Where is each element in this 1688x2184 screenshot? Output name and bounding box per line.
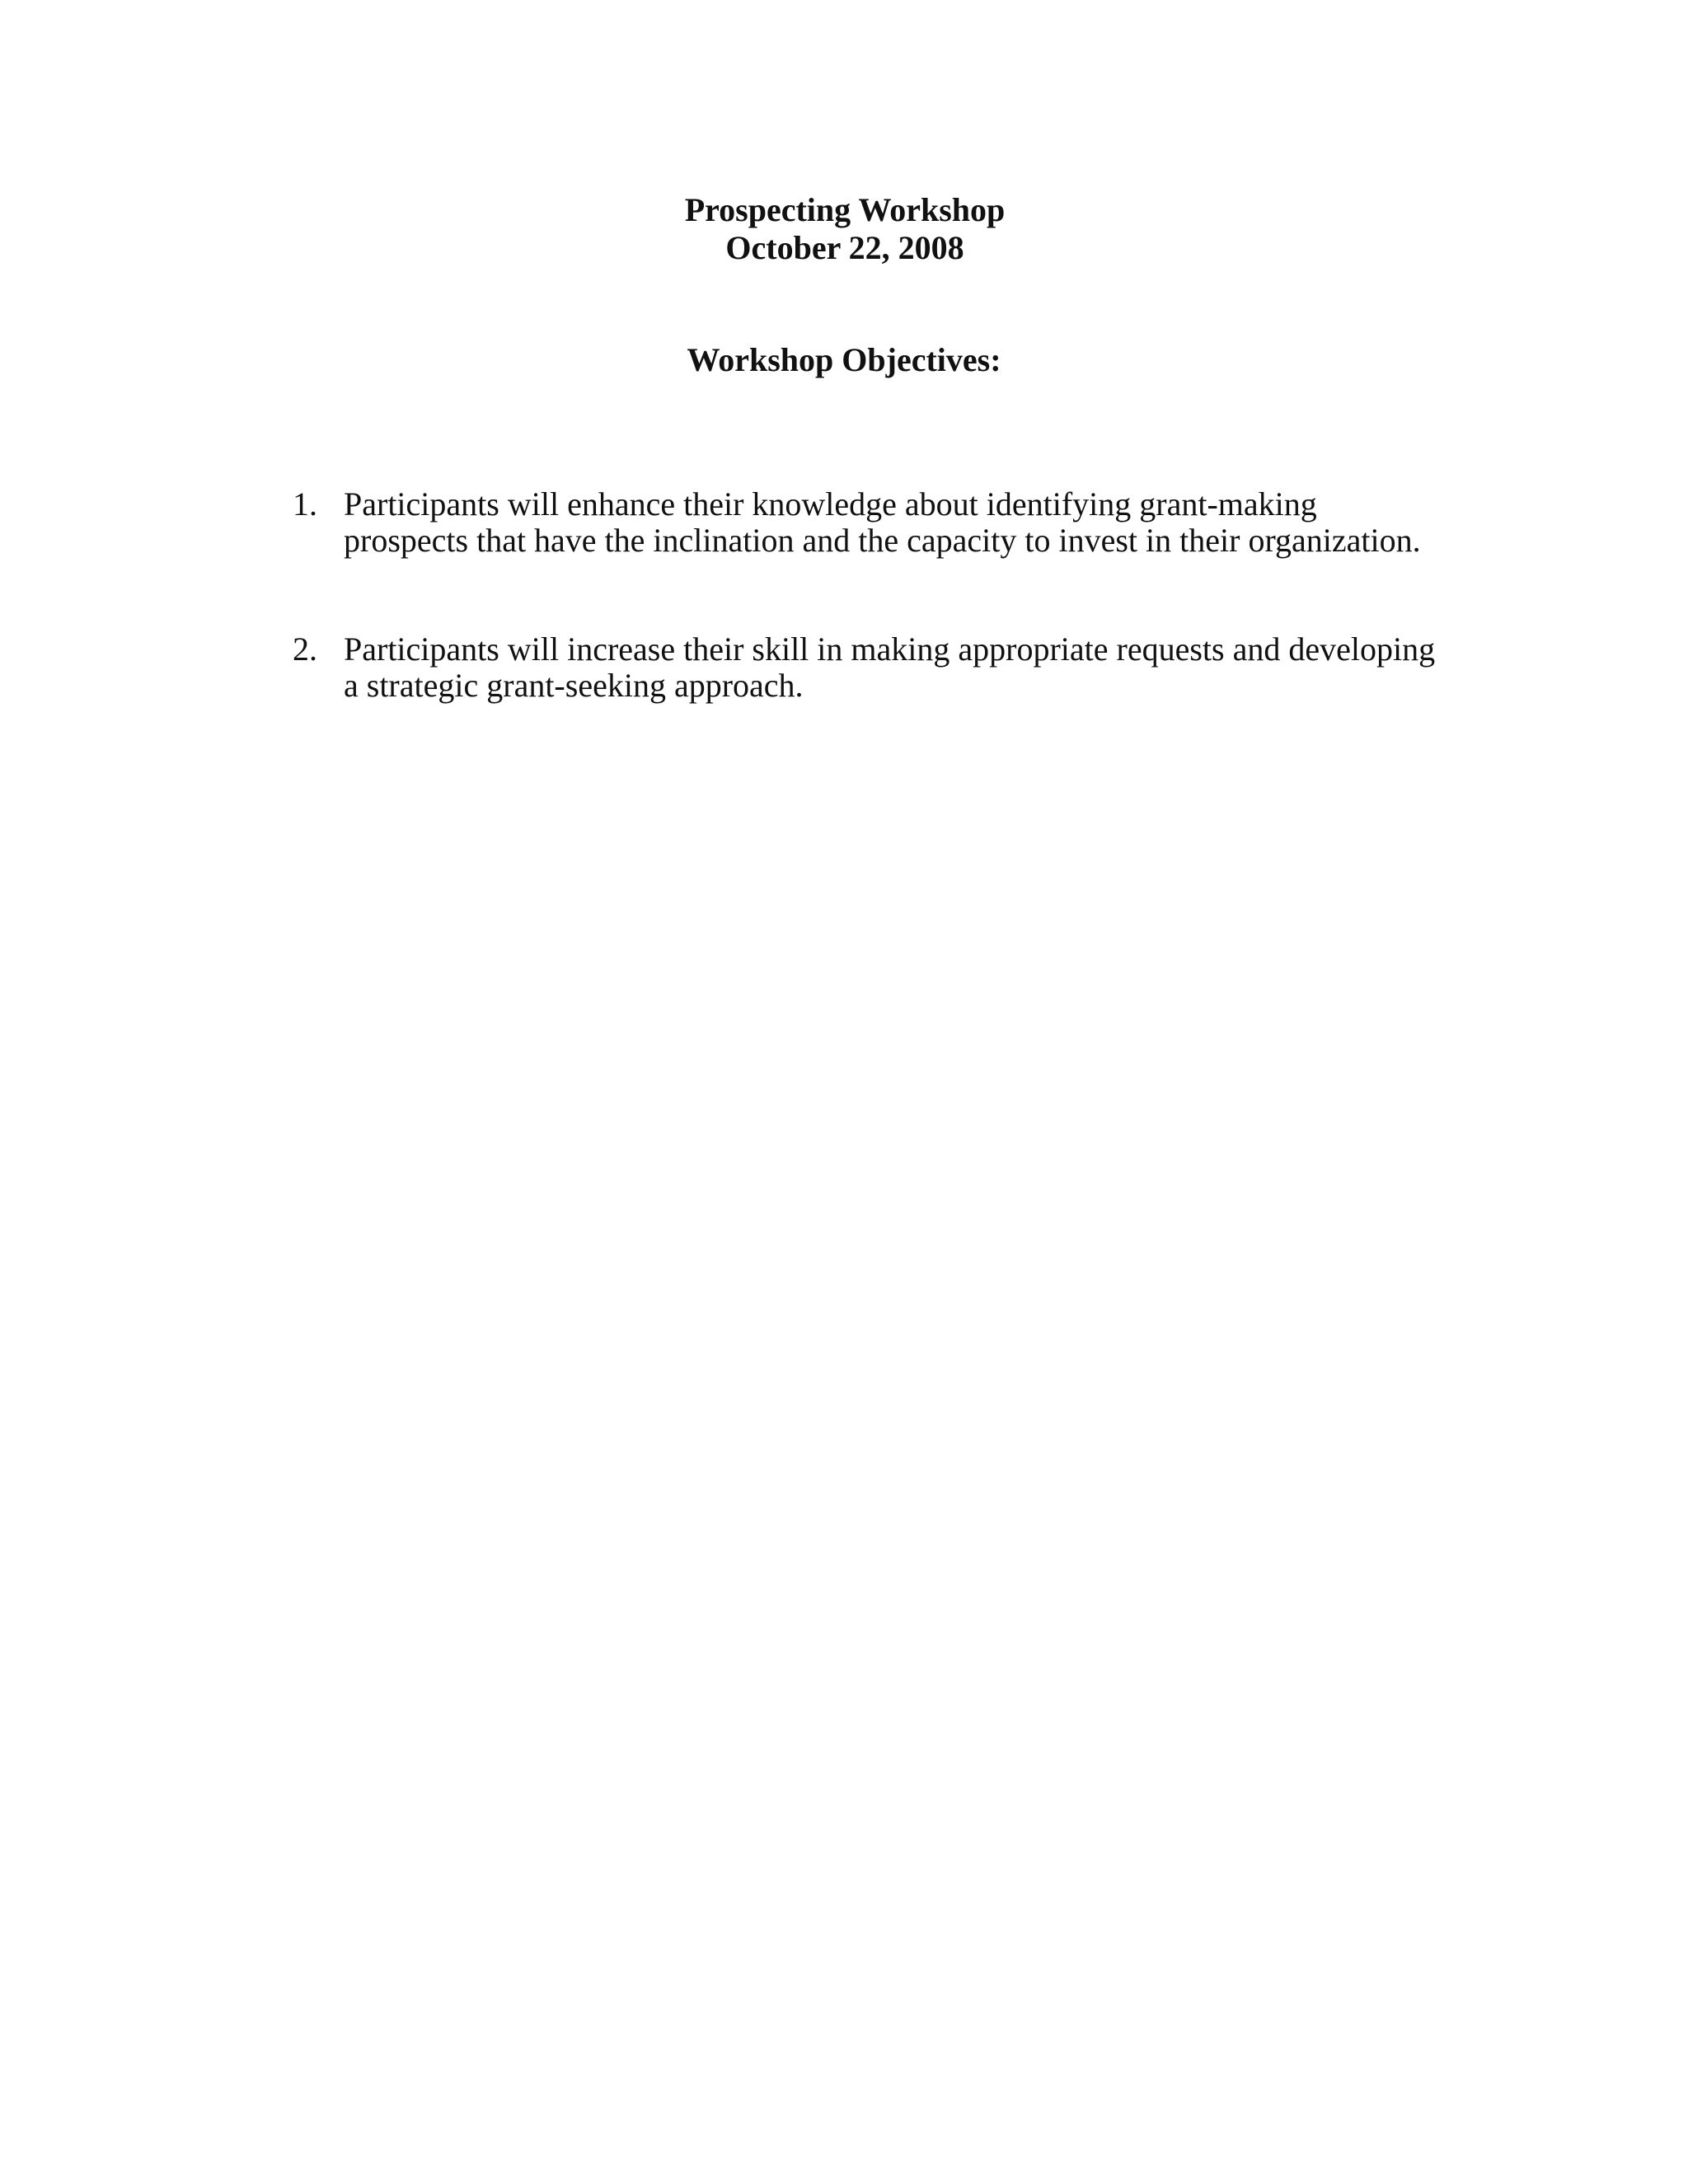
objective-item	[293, 631, 1447, 704]
document-header	[0, 191, 1688, 267]
objectives-heading: Workshop Objectives:	[687, 341, 1001, 378]
objective-text: Participants will enhance their knowledge about identifying grant-making prospects that have the inclination and the capacity to invest in their organization.	[344, 485, 1421, 559]
document-date: October 22, 2008	[725, 229, 964, 266]
objectives-list	[293, 486, 1447, 776]
document-title: Prospecting Workshop	[684, 191, 1006, 228]
objective-number: 1.	[293, 485, 317, 523]
objective-number: 2.	[293, 630, 317, 668]
objective-item	[293, 486, 1447, 559]
objective-text: Participants will increase their skill in making appropriate requests and developing a strategic grant-seeking approach.	[344, 630, 1436, 704]
